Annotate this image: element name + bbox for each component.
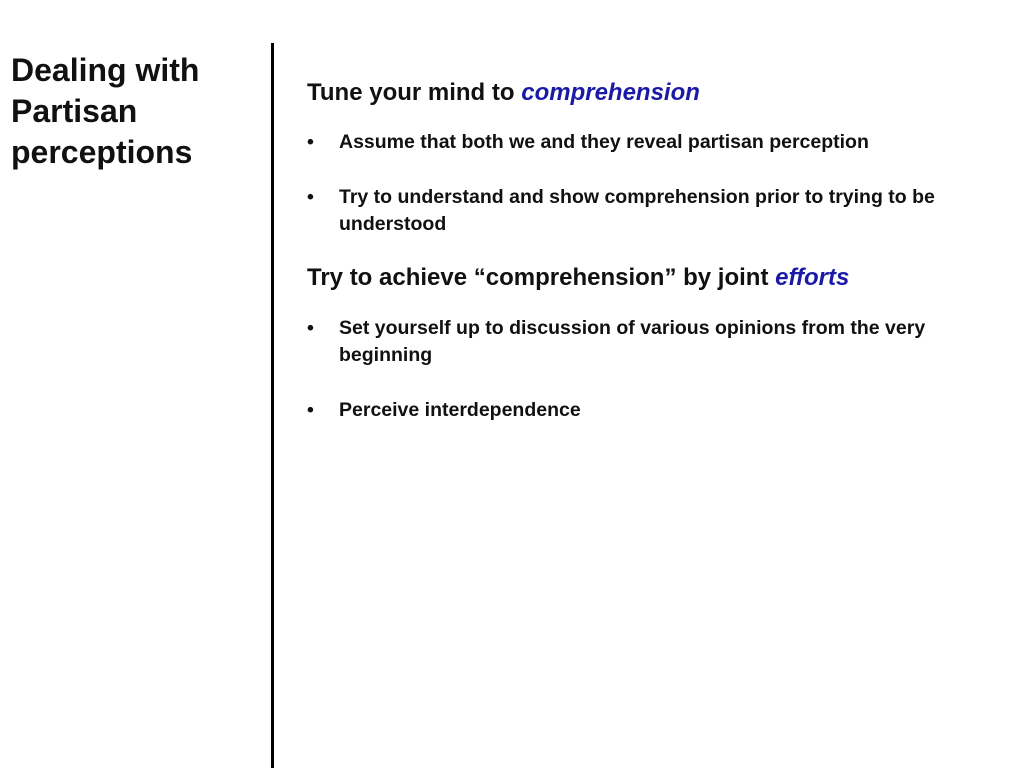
section-heading-comprehension bbox=[307, 74, 1012, 112]
bullet-item bbox=[307, 397, 1012, 424]
bullet-dot-icon: • bbox=[307, 317, 314, 339]
bullet-dot-icon: • bbox=[307, 399, 314, 421]
section-heading-text: Try to achieve “comprehension” by joint bbox=[307, 264, 776, 291]
bullet-item bbox=[307, 129, 1012, 156]
bullet-dot-icon: • bbox=[307, 131, 314, 153]
section-heading-efforts bbox=[307, 259, 1012, 297]
slide-title-line: Dealing with bbox=[11, 52, 200, 88]
section-heading-emphasis: comprehension bbox=[521, 79, 700, 106]
bullet-text: Set yourself up to discussion of various opinions from the very beginning bbox=[339, 317, 926, 366]
bullet-dot-icon: • bbox=[307, 186, 314, 208]
slide-content bbox=[307, 74, 1012, 424]
vertical-divider bbox=[271, 43, 274, 768]
bullet-text: Perceive interdependence bbox=[339, 399, 581, 421]
slide-title-line: perceptions bbox=[11, 134, 193, 170]
slide-title bbox=[11, 50, 261, 173]
slide-title-line: Partisan bbox=[11, 93, 138, 129]
section-heading-text: Tune your mind to bbox=[307, 79, 522, 106]
bullet-list bbox=[307, 129, 1012, 238]
bullet-item bbox=[307, 184, 1012, 238]
bullet-item bbox=[307, 315, 1012, 369]
bullet-text: Assume that both we and they reveal partisan perception bbox=[339, 131, 869, 153]
bullet-text: Try to understand and show comprehension prior to trying to be understood bbox=[339, 186, 935, 235]
section-heading-emphasis: efforts bbox=[775, 264, 850, 291]
bullet-list bbox=[307, 315, 1012, 424]
